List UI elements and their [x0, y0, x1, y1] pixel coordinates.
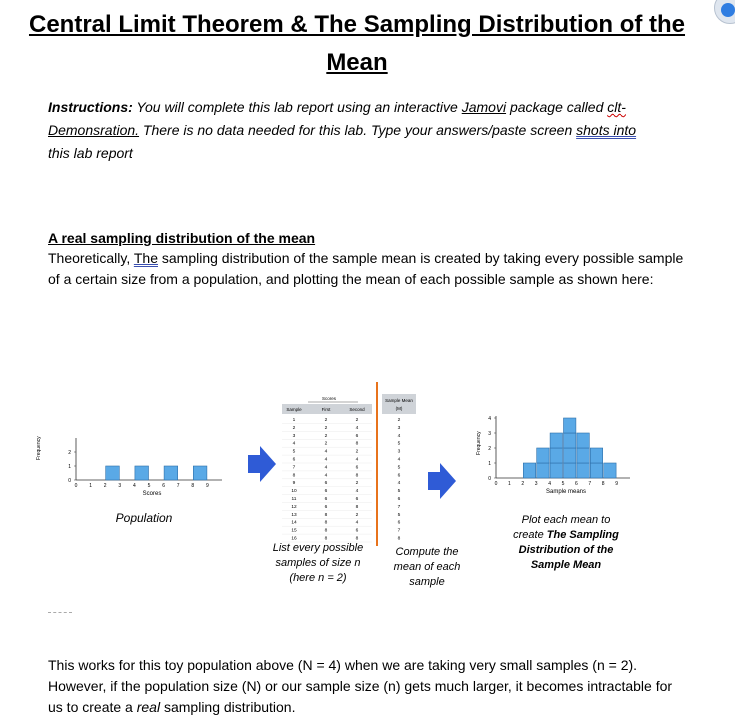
table-cell: 4	[324, 465, 328, 471]
instructions-text: You will complete this lab report using an interactive	[132, 99, 462, 115]
mean-cell: 5	[397, 512, 401, 518]
table-cell: 2	[292, 425, 296, 431]
package-name-part2: Demonsration.	[48, 122, 140, 138]
histogram-bar	[523, 463, 535, 478]
paragraph-text: Theoretically,	[48, 250, 134, 266]
arrow-2-icon	[428, 463, 456, 499]
mean-cell: 6	[397, 520, 401, 526]
page-title: Central Limit Theorem & The Sampling Distribution of the Mean	[28, 11, 686, 76]
table-cell: 2	[355, 512, 359, 518]
table-cell: 6	[324, 504, 328, 510]
real-word: real	[136, 699, 161, 715]
histogram-bar	[537, 448, 549, 463]
x-tick-label: 8	[191, 483, 195, 489]
help-badge-icon[interactable]	[714, 0, 735, 24]
figure	[0, 380, 735, 620]
table-cell: 4	[355, 489, 359, 495]
histogram-bar	[577, 463, 589, 478]
x-tick-label: 9	[615, 481, 618, 487]
table-cell: 2	[324, 425, 328, 431]
y-tick-label: 3	[488, 431, 491, 437]
table-cell: 5	[292, 449, 296, 455]
histogram-bar	[604, 463, 616, 478]
plot-caption-text: Plot each mean to create	[513, 514, 611, 541]
y-tick-label: 1	[488, 461, 491, 467]
table-cell: 6	[324, 497, 328, 502]
table-cell: 6	[355, 497, 359, 502]
histogram-bar	[590, 463, 602, 478]
table-cell: 8	[324, 528, 328, 534]
table-cell: 8	[355, 536, 359, 542]
x-tick-label: 5	[147, 483, 151, 489]
mean-cell: 5	[397, 489, 401, 495]
compute-caption: Compute the mean of each sample	[393, 546, 461, 588]
table-cell: 6	[324, 481, 328, 487]
table-cell: 10	[291, 489, 297, 495]
population-chart	[36, 436, 222, 497]
second-col-header: Second	[349, 407, 365, 412]
table-cell: 12	[291, 504, 297, 510]
histogram-bar	[577, 433, 589, 448]
paragraph-text: This works for this toy population above (N = 4) when we are taking very small samples (n = 2). However, if the population size (N) or our sample size (n) gets much larger, it becomes intractable for us to create a	[48, 657, 673, 715]
mean-symbol-header: (M)	[395, 406, 403, 411]
instructions-paragraph	[48, 96, 688, 165]
histogram-bar	[164, 466, 178, 480]
x-tick-label: 5	[561, 481, 565, 487]
table-cell: 2	[355, 449, 359, 455]
table-cell: 4	[292, 441, 296, 447]
plot-caption	[506, 513, 626, 573]
histogram-bar	[550, 448, 562, 463]
table-cell: 4	[355, 425, 359, 431]
mean-cell: 2	[397, 418, 401, 423]
table-cell: 6	[355, 528, 359, 534]
section-heading: A real sampling distribution of the mean	[48, 230, 316, 246]
mean-header-bg	[382, 394, 416, 414]
x-tick-label: 7	[588, 481, 592, 487]
histogram-bar	[550, 433, 562, 448]
x-tick-label: 6	[162, 483, 165, 489]
table-cell: 11	[291, 497, 297, 502]
population-caption: Population	[115, 511, 173, 525]
instructions-text: There is no data needed for this lab. Type your answers/paste screen	[139, 122, 577, 138]
table-cell: 2	[324, 418, 328, 423]
x-tick-label: 0	[74, 483, 78, 489]
y-tick-label: 4	[488, 416, 491, 422]
table-cell: 6	[324, 489, 328, 495]
sample-table	[282, 382, 416, 546]
table-cell: 8	[324, 520, 328, 526]
mean-cell: 7	[397, 504, 401, 510]
mean-cell: 6	[397, 497, 401, 502]
x-tick-label: 2	[103, 483, 107, 489]
y-tick-label: 2	[488, 446, 491, 452]
table-group-header: Scores	[321, 396, 337, 401]
mean-cell: 4	[397, 457, 401, 463]
mean-cell: 3	[397, 425, 401, 431]
histogram-bar	[537, 463, 549, 478]
table-cell: 2	[324, 441, 328, 447]
table-cell: 9	[292, 481, 296, 487]
histogram-bar	[577, 448, 589, 463]
paragraph-text: sampling distribution.	[160, 699, 296, 715]
arrow-1-icon	[248, 446, 276, 482]
table-cell: 6	[355, 433, 359, 439]
theory-paragraph	[48, 248, 688, 290]
table-cell: 4	[324, 473, 328, 479]
sampling-distribution-chart	[476, 416, 630, 495]
table-cell: 7	[292, 465, 296, 471]
mean-cell: 3	[397, 449, 401, 455]
histogram-bar	[564, 448, 576, 463]
plot-caption-bold: The Sampling Distribution of the Sample Mean	[518, 529, 619, 571]
conclusion-paragraph	[48, 655, 688, 718]
table-cell: 8	[355, 504, 359, 510]
x-tick-label: 1	[508, 481, 511, 487]
x-tick-label: 1	[89, 483, 92, 489]
y-tick-label: 1	[68, 464, 71, 470]
x-tick-label: 3	[534, 481, 538, 487]
table-cell: 8	[324, 512, 328, 518]
jamovi-word: Jamovi	[461, 99, 507, 115]
x-tick-label: 9	[206, 483, 209, 489]
mean-cell: 8	[397, 536, 401, 542]
table-cell: 4	[324, 449, 328, 455]
table-cell: 6	[355, 465, 359, 471]
x-tick-label: 6	[575, 481, 578, 487]
mean-cell: 4	[397, 433, 401, 439]
mean-cell: 5	[397, 441, 401, 447]
histogram-bar	[550, 463, 562, 478]
table-cell: 4	[324, 457, 328, 463]
list-caption: List every possible samples of size n (here n = 2)	[272, 542, 364, 584]
histogram-bar	[193, 466, 207, 480]
x-tick-label: 7	[176, 483, 180, 489]
table-cell: 2	[324, 433, 328, 439]
table-cell: 4	[355, 457, 359, 463]
sample-col-header: Sample	[286, 407, 302, 412]
y-tick-label: 0	[488, 476, 491, 482]
instructions-text: package called	[506, 99, 608, 115]
histogram-bar	[590, 448, 602, 463]
first-col-header: First	[321, 407, 331, 412]
the-word: The	[133, 250, 158, 266]
instructions-label: Instructions:	[48, 99, 133, 115]
table-cell: 15	[291, 528, 297, 534]
table-cell: 8	[324, 536, 328, 542]
histogram-bar	[564, 418, 576, 433]
instructions-text: this lab report	[48, 145, 133, 161]
x-tick-label: 3	[118, 483, 122, 489]
histogram-bar	[135, 466, 149, 480]
y-axis-label: Frequency	[36, 436, 42, 460]
table-cell: 6	[292, 457, 296, 463]
table-cell: 2	[355, 418, 359, 423]
shots-into-words: shots into	[576, 122, 637, 138]
x-tick-label: 8	[601, 481, 605, 487]
table-cell: 14	[291, 520, 297, 526]
x-tick-label: 2	[521, 481, 525, 487]
x-tick-label: 4	[548, 481, 551, 487]
table-cell: 1	[292, 418, 296, 423]
mean-cell: 7	[397, 528, 401, 534]
y-axis-label: Frequency	[476, 431, 482, 455]
table-cell: 13	[291, 512, 297, 518]
mean-cell: 4	[397, 481, 401, 487]
y-tick-label: 0	[68, 478, 71, 484]
mean-cell: 6	[397, 473, 401, 479]
table-cell: 8	[355, 473, 359, 479]
y-tick-label: 2	[68, 450, 71, 456]
table-cell: 16	[291, 536, 297, 542]
package-name-part1: clt-	[607, 99, 626, 115]
table-cell: 8	[355, 441, 359, 447]
table-cell: 2	[355, 481, 359, 487]
histogram-bar	[564, 463, 576, 478]
x-axis-label: Scores	[142, 491, 162, 497]
x-tick-label: 0	[494, 481, 498, 487]
x-tick-label: 4	[133, 483, 136, 489]
mean-cell: 5	[397, 465, 401, 471]
dashed-divider	[48, 612, 72, 613]
x-axis-label: Sample means	[545, 489, 587, 495]
paragraph-text: sampling distribution of the sample mean is created by taking every possible sample of a certain size from a population, and plotting the mean of each possible sample as shown here:	[48, 250, 684, 287]
table-cell: 4	[355, 520, 359, 526]
histogram-bar	[564, 433, 576, 448]
table-cell: 3	[292, 433, 296, 439]
histogram-bar	[106, 466, 120, 480]
mean-col-header: Sample Mean	[385, 398, 413, 403]
table-cell: 8	[292, 473, 296, 479]
